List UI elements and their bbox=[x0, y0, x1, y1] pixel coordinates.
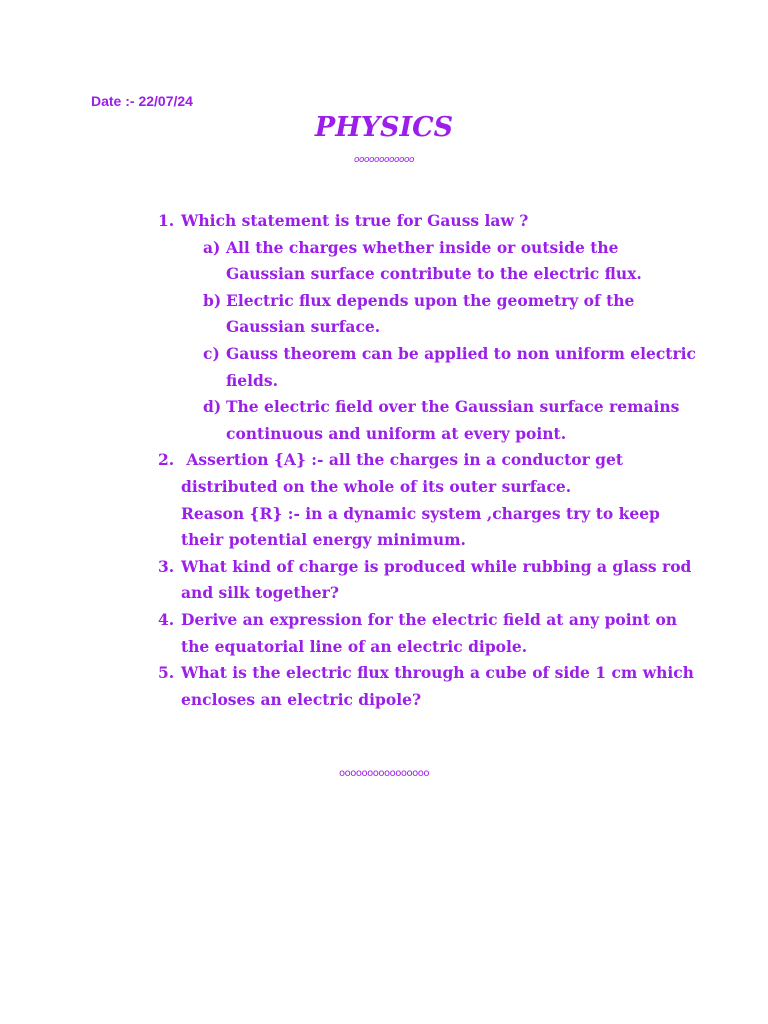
answer-option bbox=[0, 235, 696, 288]
question-text: their potential energy minimum. bbox=[181, 530, 466, 550]
option-letter: a) bbox=[203, 237, 221, 257]
option-letter: b) bbox=[203, 290, 222, 310]
question-text: distributed on the whole of its outer surface. bbox=[181, 476, 572, 496]
question-text: Derive an expression for the electric field at any point on bbox=[181, 609, 678, 629]
option-text: All the charges whether inside or outside the bbox=[226, 237, 619, 257]
question-item bbox=[0, 208, 681, 235]
question-text: Reason {R} :- in a dynamic system ,charges try to keep bbox=[181, 503, 660, 523]
option-text: Gaussian surface. bbox=[226, 317, 381, 337]
question-number: 3. bbox=[158, 556, 175, 576]
option-letter: c) bbox=[203, 343, 220, 363]
title-decoration: oooooooooooo bbox=[353, 155, 415, 165]
question-text: Assertion {A} :- all the charges in a conductor get bbox=[181, 450, 624, 470]
option-text: fields. bbox=[226, 370, 278, 390]
question-number: 5. bbox=[158, 663, 175, 683]
option-text: Gauss theorem can be applied to non uniform electric bbox=[226, 343, 696, 363]
end-decoration: oooooooooooooooo bbox=[339, 768, 429, 779]
date-label: Date :- 22/07/24 bbox=[91, 93, 193, 109]
question-text: What kind of charge is produced while rubbing a glass rod bbox=[181, 556, 692, 576]
question-item bbox=[0, 660, 694, 713]
question-number: 1. bbox=[158, 211, 175, 230]
question-text: the equatorial line of an electric dipole. bbox=[181, 636, 528, 656]
question-text: encloses an electric dipole? bbox=[181, 689, 422, 709]
question-item bbox=[0, 607, 681, 660]
question-item bbox=[0, 447, 681, 553]
option-text: The electric field over the Gaussian surface remains bbox=[226, 397, 680, 417]
question-number: 4. bbox=[158, 609, 175, 629]
option-letter: d) bbox=[203, 397, 222, 417]
question-list bbox=[0, 208, 768, 713]
question-text: What is the electric flux through a cube of side 1 cm which bbox=[181, 663, 694, 683]
question-text: Which statement is true for Gauss law ? bbox=[181, 211, 529, 230]
question-item bbox=[0, 554, 692, 607]
option-text: Gaussian surface contribute to the electric flux. bbox=[226, 264, 642, 284]
question-number: 2. bbox=[158, 450, 175, 470]
answer-option bbox=[0, 341, 696, 394]
option-text: Electric flux depends upon the geometry of the bbox=[226, 290, 635, 310]
answer-option bbox=[0, 288, 696, 341]
question-text: and silk together? bbox=[181, 583, 339, 603]
option-text: continuous and uniform at every point. bbox=[226, 423, 567, 443]
answer-option bbox=[0, 394, 696, 447]
page-title: PHYSICS bbox=[314, 112, 454, 143]
